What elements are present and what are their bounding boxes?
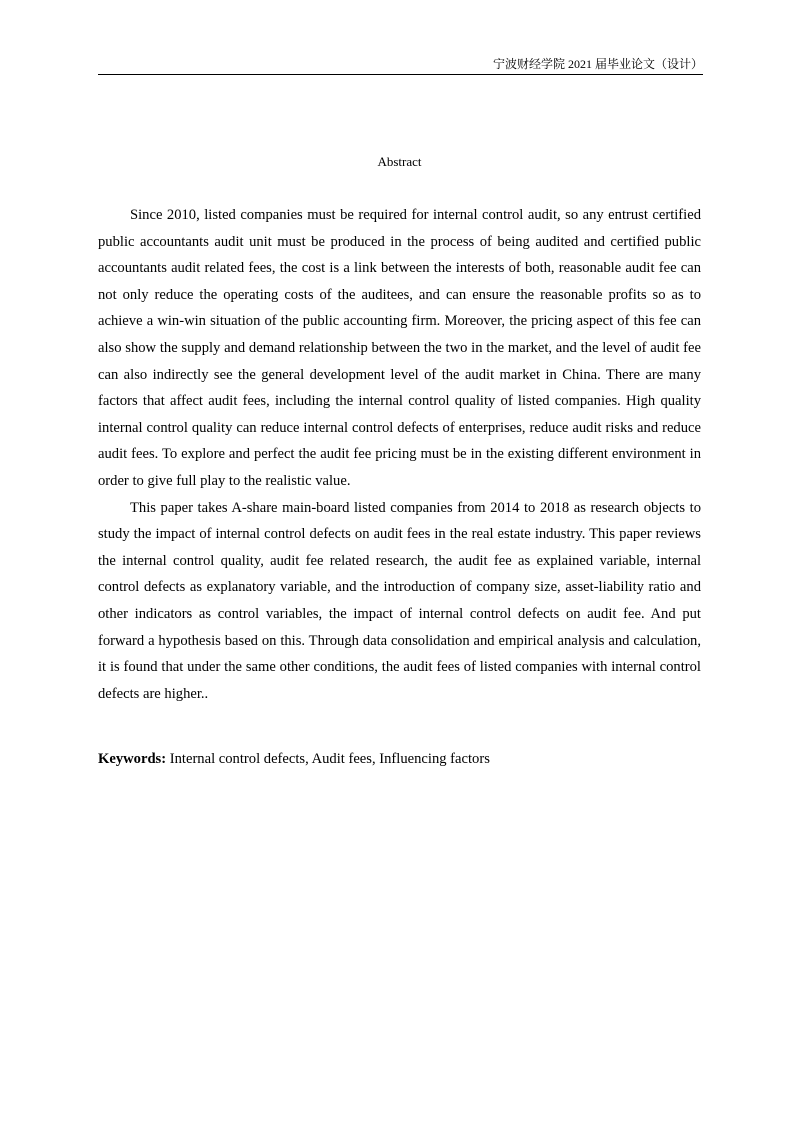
page-header [98, 52, 703, 75]
abstract-paragraph: This paper takes A-share main-board listed companies from 2014 to 2018 as research objects to study the impact of internal control defects on audit fees in the real estate industry. This paper reviews the internal control quality, audit fee related research, the audit fee as explained variable, internal control defects as explanatory variable, and the introduction of company size, asset-liability ratio and other indicators as control variables, the impact of internal control defects on audit fee. And put forward a hypothesis based on this. Through data consolidation and empirical analysis and calculation, it is found that under the same other conditions, the audit fees of listed companies with internal control defects are higher.. [98, 499, 701, 702]
abstract-body [98, 202, 701, 707]
abstract-heading: Abstract [377, 154, 422, 169]
abstract-paragraph: Since 2010, listed companies must be required for internal control audit, so any entrust certified public accountants audit unit must be produced in the process of being audited and certified public accountants audit related fees, the cost is a link between the interests of both, reasonable audit fee can not only reduce the operating costs of the auditees, and can ensure the reasonable profits so as to achieve a win-win situation of the public accounting firm. Moreover, the pricing aspect of this fee can also show the supply and demand relationship between the two in the market, and the level of audit fee can also indirectly see the general development level of the audit market in China. There are many factors that affect audit fees, including the internal control quality of listed companies. High quality internal control quality can reduce internal control defects of enterprises, reduce audit risks and reduce audit fees. To explore and perfect the audit fee pricing must be in the existing different environment in order to give full play to the realistic value. [98, 207, 701, 489]
keywords-line [98, 746, 701, 772]
header-title: 宁波财经学院 2021 届毕业论文（设计） [492, 57, 703, 71]
keywords-text: Internal control defects, Audit fees, Influencing factors [166, 751, 490, 767]
keywords-label: Keywords: [98, 751, 167, 767]
